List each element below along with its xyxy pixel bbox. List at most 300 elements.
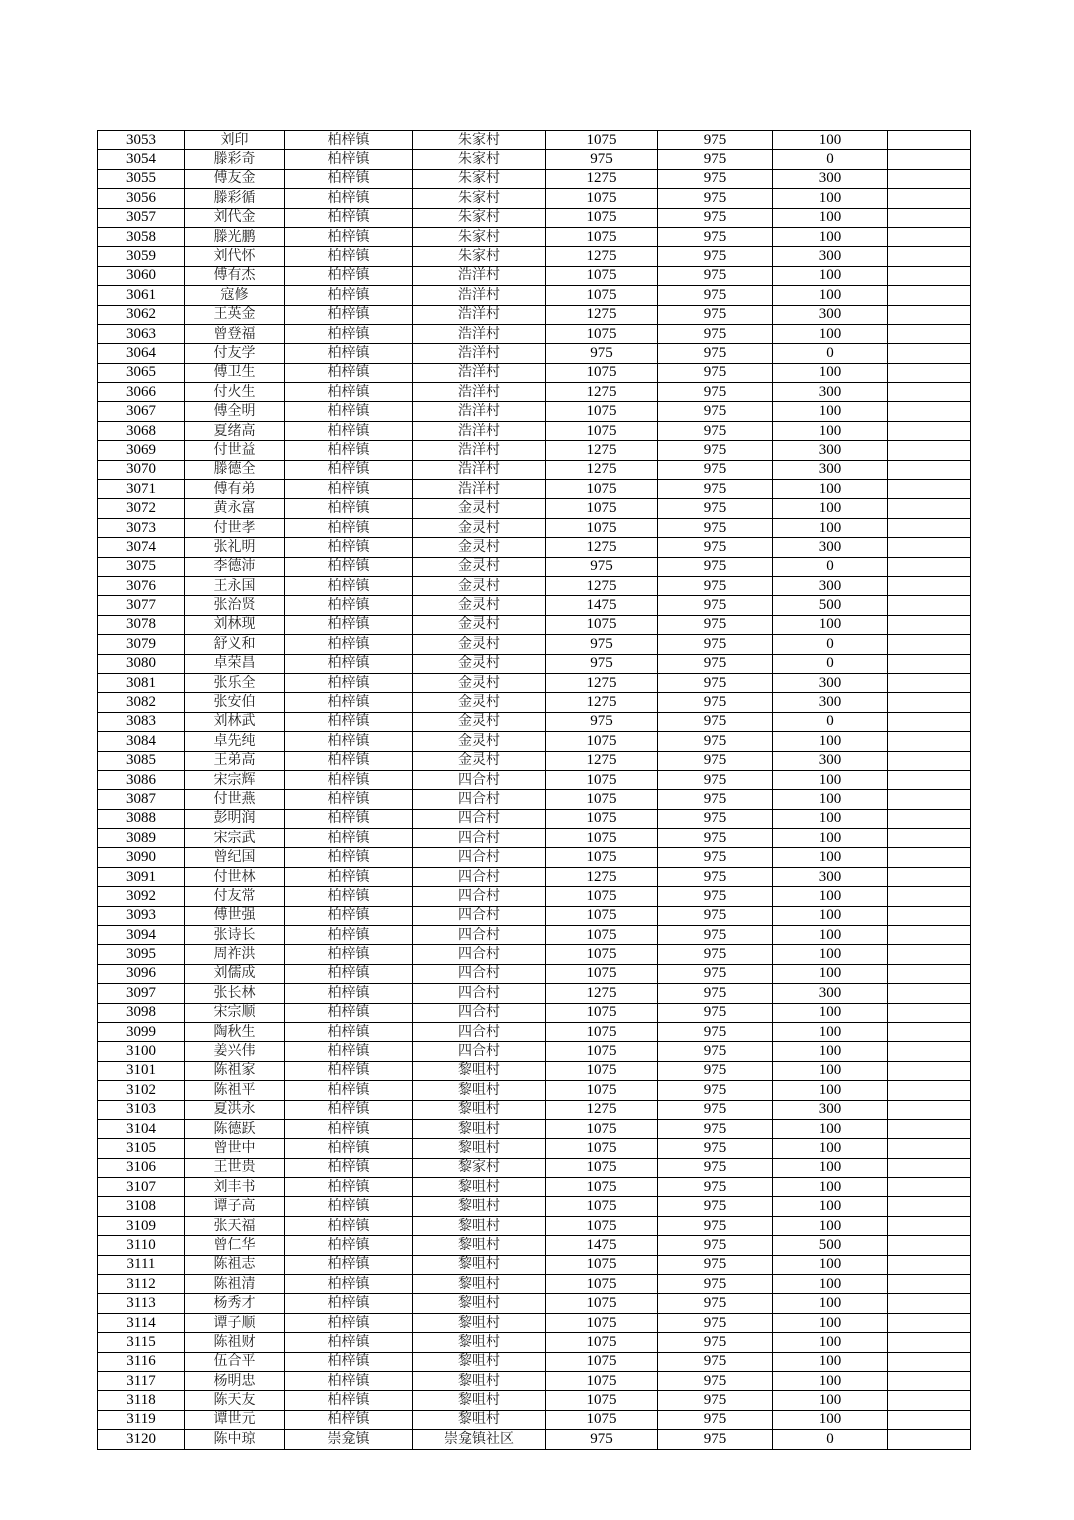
table-row bbox=[98, 1275, 971, 1294]
cell-row-number: 3085 bbox=[98, 751, 185, 770]
cell-note bbox=[888, 518, 971, 537]
table-row bbox=[98, 1410, 971, 1429]
table-row bbox=[98, 131, 971, 150]
cell-amount-difference: 100 bbox=[773, 227, 888, 246]
cell-amount-difference: 100 bbox=[773, 1197, 888, 1216]
cell-amount-difference: 100 bbox=[773, 266, 888, 285]
cell-amount-base: 975 bbox=[658, 1352, 773, 1371]
cell-name: 曾仁华 bbox=[185, 1236, 285, 1255]
cell-row-number: 3062 bbox=[98, 305, 185, 324]
cell-row-number: 3103 bbox=[98, 1100, 185, 1119]
cell-row-number: 3090 bbox=[98, 848, 185, 867]
cell-row-number: 3075 bbox=[98, 557, 185, 576]
cell-village: 黎咀村 bbox=[413, 1352, 546, 1371]
cell-name: 夏绪高 bbox=[185, 421, 285, 440]
cell-note bbox=[888, 1178, 971, 1197]
cell-town: 柏梓镇 bbox=[285, 1410, 413, 1429]
table-row bbox=[98, 790, 971, 809]
cell-amount-difference: 500 bbox=[773, 596, 888, 615]
cell-row-number: 3093 bbox=[98, 906, 185, 925]
table-row bbox=[98, 363, 971, 382]
cell-amount-base: 975 bbox=[658, 480, 773, 499]
cell-amount-difference: 300 bbox=[773, 576, 888, 595]
cell-village: 黎咀村 bbox=[413, 1100, 546, 1119]
cell-town: 柏梓镇 bbox=[285, 1313, 413, 1332]
cell-village: 黎家村 bbox=[413, 1158, 546, 1177]
cell-village: 四合村 bbox=[413, 984, 546, 1003]
cell-town: 柏梓镇 bbox=[285, 1139, 413, 1158]
cell-village: 四合村 bbox=[413, 945, 546, 964]
cell-note bbox=[888, 867, 971, 886]
cell-note bbox=[888, 266, 971, 285]
table-row bbox=[98, 460, 971, 479]
cell-amount-total: 1075 bbox=[546, 480, 658, 499]
cell-note bbox=[888, 654, 971, 673]
table-row bbox=[98, 1119, 971, 1138]
table-row bbox=[98, 1022, 971, 1041]
cell-name: 傅世强 bbox=[185, 906, 285, 925]
cell-village: 黎咀村 bbox=[413, 1061, 546, 1080]
cell-name: 付世燕 bbox=[185, 790, 285, 809]
cell-amount-difference: 100 bbox=[773, 1081, 888, 1100]
cell-amount-base: 975 bbox=[658, 247, 773, 266]
cell-row-number: 3053 bbox=[98, 131, 185, 150]
cell-name: 黄永富 bbox=[185, 499, 285, 518]
cell-name: 王弟高 bbox=[185, 751, 285, 770]
cell-amount-base: 975 bbox=[658, 1294, 773, 1313]
cell-amount-difference: 100 bbox=[773, 964, 888, 983]
cell-row-number: 3066 bbox=[98, 383, 185, 402]
cell-note bbox=[888, 1333, 971, 1352]
cell-amount-total: 1275 bbox=[546, 441, 658, 460]
cell-amount-total: 1075 bbox=[546, 189, 658, 208]
cell-note bbox=[888, 324, 971, 343]
cell-row-number: 3109 bbox=[98, 1216, 185, 1235]
cell-town: 柏梓镇 bbox=[285, 480, 413, 499]
cell-amount-total: 1075 bbox=[546, 324, 658, 343]
cell-village: 四合村 bbox=[413, 1003, 546, 1022]
cell-row-number: 3084 bbox=[98, 732, 185, 751]
cell-note bbox=[888, 441, 971, 460]
cell-row-number: 3101 bbox=[98, 1061, 185, 1080]
cell-name: 张安伯 bbox=[185, 693, 285, 712]
cell-village: 金灵村 bbox=[413, 576, 546, 595]
cell-amount-total: 1275 bbox=[546, 1100, 658, 1119]
cell-amount-total: 1075 bbox=[546, 1372, 658, 1391]
cell-amount-total: 1075 bbox=[546, 829, 658, 848]
cell-town: 柏梓镇 bbox=[285, 460, 413, 479]
cell-name: 滕德全 bbox=[185, 460, 285, 479]
cell-town: 柏梓镇 bbox=[285, 402, 413, 421]
table-row bbox=[98, 1294, 971, 1313]
cell-name: 刘林武 bbox=[185, 712, 285, 731]
table-row bbox=[98, 499, 971, 518]
cell-town: 柏梓镇 bbox=[285, 1216, 413, 1235]
cell-village: 黎咀村 bbox=[413, 1236, 546, 1255]
cell-amount-difference: 100 bbox=[773, 1042, 888, 1061]
cell-amount-total: 1075 bbox=[546, 1158, 658, 1177]
cell-town: 柏梓镇 bbox=[285, 227, 413, 246]
cell-town: 柏梓镇 bbox=[285, 1391, 413, 1410]
cell-row-number: 3104 bbox=[98, 1119, 185, 1138]
cell-village: 黎咀村 bbox=[413, 1410, 546, 1429]
cell-amount-total: 1075 bbox=[546, 732, 658, 751]
cell-note bbox=[888, 305, 971, 324]
cell-row-number: 3115 bbox=[98, 1333, 185, 1352]
cell-village: 金灵村 bbox=[413, 635, 546, 654]
cell-name: 王英金 bbox=[185, 305, 285, 324]
data-table bbox=[97, 130, 971, 1450]
cell-amount-total: 1075 bbox=[546, 926, 658, 945]
cell-row-number: 3068 bbox=[98, 421, 185, 440]
cell-name: 滕彩循 bbox=[185, 189, 285, 208]
cell-amount-base: 975 bbox=[658, 1275, 773, 1294]
cell-name: 滕彩奇 bbox=[185, 150, 285, 169]
cell-note bbox=[888, 131, 971, 150]
cell-amount-base: 975 bbox=[658, 169, 773, 188]
cell-name: 刘代金 bbox=[185, 208, 285, 227]
cell-amount-base: 975 bbox=[658, 383, 773, 402]
cell-village: 浩洋村 bbox=[413, 383, 546, 402]
cell-village: 黎咀村 bbox=[413, 1313, 546, 1332]
cell-row-number: 3116 bbox=[98, 1352, 185, 1371]
cell-amount-total: 1075 bbox=[546, 286, 658, 305]
cell-village: 浩洋村 bbox=[413, 324, 546, 343]
cell-town: 柏梓镇 bbox=[285, 189, 413, 208]
cell-amount-total: 1275 bbox=[546, 169, 658, 188]
cell-row-number: 3092 bbox=[98, 887, 185, 906]
cell-name: 滕光鹏 bbox=[185, 227, 285, 246]
cell-amount-base: 975 bbox=[658, 441, 773, 460]
cell-name: 曾纪国 bbox=[185, 848, 285, 867]
cell-row-number: 3110 bbox=[98, 1236, 185, 1255]
cell-name: 付世益 bbox=[185, 441, 285, 460]
cell-amount-base: 975 bbox=[658, 305, 773, 324]
cell-amount-difference: 100 bbox=[773, 363, 888, 382]
cell-amount-total: 1075 bbox=[546, 964, 658, 983]
cell-village: 四合村 bbox=[413, 964, 546, 983]
cell-note bbox=[888, 557, 971, 576]
cell-town: 柏梓镇 bbox=[285, 926, 413, 945]
cell-village: 四合村 bbox=[413, 829, 546, 848]
cell-row-number: 3112 bbox=[98, 1275, 185, 1294]
cell-note bbox=[888, 344, 971, 363]
cell-amount-base: 975 bbox=[658, 693, 773, 712]
cell-amount-total: 1275 bbox=[546, 305, 658, 324]
table-row bbox=[98, 1352, 971, 1371]
cell-village: 黎咀村 bbox=[413, 1119, 546, 1138]
cell-amount-difference: 300 bbox=[773, 867, 888, 886]
cell-town: 柏梓镇 bbox=[285, 1255, 413, 1274]
cell-row-number: 3094 bbox=[98, 926, 185, 945]
cell-amount-total: 975 bbox=[546, 712, 658, 731]
cell-amount-base: 975 bbox=[658, 1100, 773, 1119]
cell-name: 付友学 bbox=[185, 344, 285, 363]
cell-note bbox=[888, 169, 971, 188]
cell-note bbox=[888, 1197, 971, 1216]
cell-amount-difference: 0 bbox=[773, 344, 888, 363]
cell-town: 柏梓镇 bbox=[285, 169, 413, 188]
cell-town: 柏梓镇 bbox=[285, 247, 413, 266]
cell-amount-base: 975 bbox=[658, 848, 773, 867]
cell-amount-base: 975 bbox=[658, 654, 773, 673]
cell-amount-difference: 100 bbox=[773, 926, 888, 945]
cell-amount-total: 1275 bbox=[546, 576, 658, 595]
table-row bbox=[98, 693, 971, 712]
cell-note bbox=[888, 945, 971, 964]
cell-amount-difference: 300 bbox=[773, 538, 888, 557]
cell-name: 陈祖平 bbox=[185, 1081, 285, 1100]
cell-amount-total: 1275 bbox=[546, 247, 658, 266]
cell-name: 谭子高 bbox=[185, 1197, 285, 1216]
table-row bbox=[98, 1081, 971, 1100]
table-row bbox=[98, 596, 971, 615]
cell-town: 柏梓镇 bbox=[285, 635, 413, 654]
cell-note bbox=[888, 712, 971, 731]
cell-amount-base: 975 bbox=[658, 131, 773, 150]
cell-village: 浩洋村 bbox=[413, 421, 546, 440]
cell-name: 宋宗武 bbox=[185, 829, 285, 848]
cell-row-number: 3055 bbox=[98, 169, 185, 188]
cell-village: 黎咀村 bbox=[413, 1391, 546, 1410]
table-row bbox=[98, 654, 971, 673]
table-row bbox=[98, 964, 971, 983]
cell-town: 柏梓镇 bbox=[285, 150, 413, 169]
cell-name: 张诗长 bbox=[185, 926, 285, 945]
cell-row-number: 3095 bbox=[98, 945, 185, 964]
cell-town: 柏梓镇 bbox=[285, 538, 413, 557]
cell-row-number: 3070 bbox=[98, 460, 185, 479]
cell-row-number: 3080 bbox=[98, 654, 185, 673]
cell-amount-base: 975 bbox=[658, 499, 773, 518]
cell-amount-difference: 0 bbox=[773, 712, 888, 731]
cell-amount-base: 975 bbox=[658, 1158, 773, 1177]
cell-amount-base: 975 bbox=[658, 363, 773, 382]
cell-amount-difference: 0 bbox=[773, 635, 888, 654]
cell-row-number: 3057 bbox=[98, 208, 185, 227]
cell-amount-difference: 0 bbox=[773, 1430, 888, 1449]
cell-name: 张礼明 bbox=[185, 538, 285, 557]
cell-name: 张治贤 bbox=[185, 596, 285, 615]
cell-name: 傅有杰 bbox=[185, 266, 285, 285]
table-row bbox=[98, 926, 971, 945]
cell-village: 浩洋村 bbox=[413, 266, 546, 285]
cell-amount-total: 1075 bbox=[546, 421, 658, 440]
cell-amount-difference: 100 bbox=[773, 1313, 888, 1332]
cell-name: 付火生 bbox=[185, 383, 285, 402]
cell-name: 陈德跃 bbox=[185, 1119, 285, 1138]
cell-town: 柏梓镇 bbox=[285, 751, 413, 770]
cell-note bbox=[888, 1100, 971, 1119]
cell-village: 浩洋村 bbox=[413, 460, 546, 479]
cell-note bbox=[888, 1391, 971, 1410]
table-row bbox=[98, 984, 971, 1003]
cell-amount-total: 1075 bbox=[546, 1119, 658, 1138]
table-row bbox=[98, 1042, 971, 1061]
cell-note bbox=[888, 732, 971, 751]
cell-note bbox=[888, 538, 971, 557]
cell-amount-difference: 100 bbox=[773, 829, 888, 848]
cell-note bbox=[888, 189, 971, 208]
cell-note bbox=[888, 480, 971, 499]
cell-note bbox=[888, 383, 971, 402]
cell-row-number: 3076 bbox=[98, 576, 185, 595]
cell-note bbox=[888, 1372, 971, 1391]
cell-row-number: 3056 bbox=[98, 189, 185, 208]
cell-town: 柏梓镇 bbox=[285, 964, 413, 983]
cell-amount-difference: 100 bbox=[773, 480, 888, 499]
cell-amount-difference: 300 bbox=[773, 751, 888, 770]
cell-amount-base: 975 bbox=[658, 189, 773, 208]
cell-amount-difference: 300 bbox=[773, 441, 888, 460]
cell-note bbox=[888, 1352, 971, 1371]
cell-amount-total: 1075 bbox=[546, 615, 658, 634]
cell-amount-base: 975 bbox=[658, 208, 773, 227]
cell-row-number: 3074 bbox=[98, 538, 185, 557]
cell-note bbox=[888, 1139, 971, 1158]
cell-amount-base: 975 bbox=[658, 964, 773, 983]
cell-note bbox=[888, 926, 971, 945]
cell-town: 柏梓镇 bbox=[285, 1081, 413, 1100]
cell-amount-difference: 100 bbox=[773, 1139, 888, 1158]
cell-village: 朱家村 bbox=[413, 208, 546, 227]
cell-name: 谭子顺 bbox=[185, 1313, 285, 1332]
cell-amount-total: 1075 bbox=[546, 848, 658, 867]
cell-town: 柏梓镇 bbox=[285, 286, 413, 305]
cell-note bbox=[888, 673, 971, 692]
cell-amount-difference: 100 bbox=[773, 324, 888, 343]
cell-amount-base: 975 bbox=[658, 926, 773, 945]
cell-amount-total: 1075 bbox=[546, 402, 658, 421]
cell-amount-difference: 100 bbox=[773, 945, 888, 964]
cell-amount-difference: 100 bbox=[773, 131, 888, 150]
cell-village: 黎咀村 bbox=[413, 1294, 546, 1313]
cell-row-number: 3117 bbox=[98, 1372, 185, 1391]
cell-amount-base: 975 bbox=[658, 1119, 773, 1138]
cell-name: 付友常 bbox=[185, 887, 285, 906]
cell-village: 四合村 bbox=[413, 848, 546, 867]
cell-amount-total: 1075 bbox=[546, 208, 658, 227]
cell-name: 刘丰书 bbox=[185, 1178, 285, 1197]
cell-amount-difference: 300 bbox=[773, 247, 888, 266]
cell-name: 傅全明 bbox=[185, 402, 285, 421]
cell-amount-total: 975 bbox=[546, 635, 658, 654]
cell-town: 柏梓镇 bbox=[285, 654, 413, 673]
cell-row-number: 3111 bbox=[98, 1255, 185, 1274]
cell-town: 柏梓镇 bbox=[285, 208, 413, 227]
cell-amount-base: 975 bbox=[658, 1313, 773, 1332]
cell-name: 傅卫生 bbox=[185, 363, 285, 382]
cell-amount-total: 1275 bbox=[546, 984, 658, 1003]
cell-amount-base: 975 bbox=[658, 460, 773, 479]
cell-name: 卓荣昌 bbox=[185, 654, 285, 673]
cell-note bbox=[888, 693, 971, 712]
cell-amount-total: 1075 bbox=[546, 1216, 658, 1235]
cell-amount-total: 1075 bbox=[546, 1081, 658, 1100]
cell-name: 陶秋生 bbox=[185, 1022, 285, 1041]
cell-amount-difference: 100 bbox=[773, 189, 888, 208]
cell-name: 宋宗辉 bbox=[185, 770, 285, 789]
cell-amount-total: 975 bbox=[546, 344, 658, 363]
cell-village: 黎咀村 bbox=[413, 1139, 546, 1158]
cell-village: 金灵村 bbox=[413, 673, 546, 692]
cell-amount-total: 1075 bbox=[546, 1294, 658, 1313]
table-row bbox=[98, 906, 971, 925]
cell-amount-base: 975 bbox=[658, 673, 773, 692]
cell-note bbox=[888, 1061, 971, 1080]
cell-village: 黎咀村 bbox=[413, 1197, 546, 1216]
table-row bbox=[98, 208, 971, 227]
cell-amount-difference: 100 bbox=[773, 1275, 888, 1294]
table-row bbox=[98, 712, 971, 731]
cell-town: 柏梓镇 bbox=[285, 867, 413, 886]
cell-village: 朱家村 bbox=[413, 150, 546, 169]
cell-note bbox=[888, 770, 971, 789]
cell-name: 刘印 bbox=[185, 131, 285, 150]
cell-amount-difference: 100 bbox=[773, 1158, 888, 1177]
cell-amount-base: 975 bbox=[658, 286, 773, 305]
cell-village: 金灵村 bbox=[413, 499, 546, 518]
cell-amount-difference: 0 bbox=[773, 557, 888, 576]
table-row bbox=[98, 324, 971, 343]
cell-town: 柏梓镇 bbox=[285, 1372, 413, 1391]
cell-village: 黎咀村 bbox=[413, 1372, 546, 1391]
cell-village: 四合村 bbox=[413, 926, 546, 945]
table-row bbox=[98, 402, 971, 421]
cell-village: 黎咀村 bbox=[413, 1275, 546, 1294]
cell-row-number: 3105 bbox=[98, 1139, 185, 1158]
cell-row-number: 3061 bbox=[98, 286, 185, 305]
cell-amount-difference: 100 bbox=[773, 1391, 888, 1410]
cell-town: 柏梓镇 bbox=[285, 1275, 413, 1294]
cell-amount-difference: 100 bbox=[773, 887, 888, 906]
cell-amount-base: 975 bbox=[658, 790, 773, 809]
cell-amount-difference: 100 bbox=[773, 790, 888, 809]
cell-row-number: 3083 bbox=[98, 712, 185, 731]
cell-amount-difference: 100 bbox=[773, 1410, 888, 1429]
table-row bbox=[98, 305, 971, 324]
cell-town: 柏梓镇 bbox=[285, 421, 413, 440]
cell-row-number: 3089 bbox=[98, 829, 185, 848]
table-row bbox=[98, 1100, 971, 1119]
cell-row-number: 3082 bbox=[98, 693, 185, 712]
cell-amount-total: 1075 bbox=[546, 227, 658, 246]
cell-row-number: 3072 bbox=[98, 499, 185, 518]
cell-row-number: 3060 bbox=[98, 266, 185, 285]
cell-name: 曾登福 bbox=[185, 324, 285, 343]
cell-row-number: 3091 bbox=[98, 867, 185, 886]
table-row bbox=[98, 538, 971, 557]
cell-amount-difference: 100 bbox=[773, 1352, 888, 1371]
cell-amount-base: 975 bbox=[658, 1333, 773, 1352]
cell-amount-base: 975 bbox=[658, 945, 773, 964]
cell-village: 浩洋村 bbox=[413, 286, 546, 305]
cell-amount-base: 975 bbox=[658, 1061, 773, 1080]
table-row bbox=[98, 480, 971, 499]
cell-village: 崇龛镇社区 bbox=[413, 1430, 546, 1449]
cell-name: 陈祖家 bbox=[185, 1061, 285, 1080]
cell-row-number: 3064 bbox=[98, 344, 185, 363]
cell-town: 柏梓镇 bbox=[285, 131, 413, 150]
cell-amount-base: 975 bbox=[658, 1216, 773, 1235]
table-row bbox=[98, 266, 971, 285]
cell-row-number: 3107 bbox=[98, 1178, 185, 1197]
cell-amount-base: 975 bbox=[658, 1197, 773, 1216]
cell-amount-base: 975 bbox=[658, 1255, 773, 1274]
cell-town: 柏梓镇 bbox=[285, 1022, 413, 1041]
cell-village: 四合村 bbox=[413, 906, 546, 925]
table-body bbox=[98, 131, 971, 1450]
